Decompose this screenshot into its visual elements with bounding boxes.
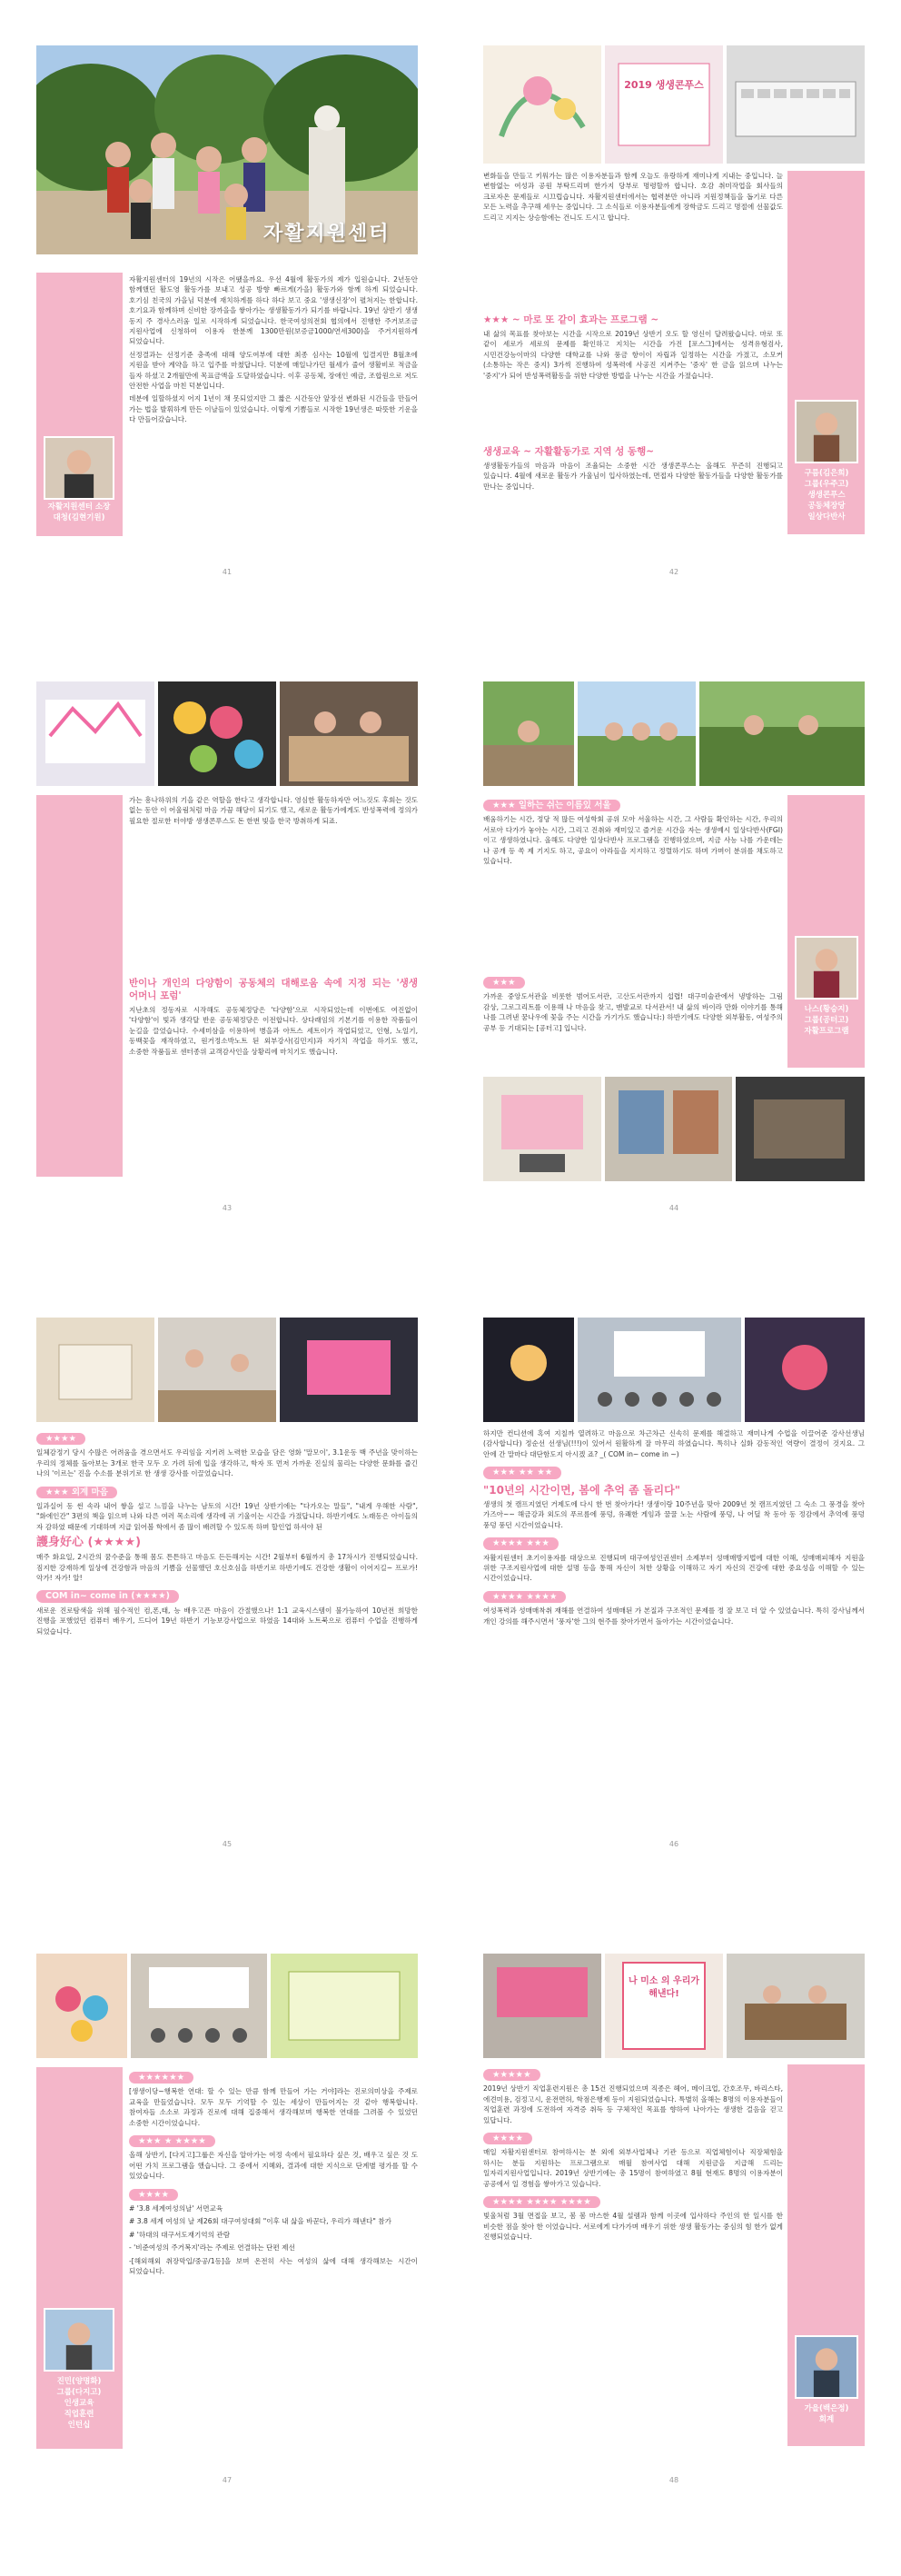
section-heading: ★★★ ★★ ★★ — [483, 1467, 561, 1478]
section-heading: 반이나 개인의 다양함이 공동체의 대해로움 속에 지정 되는 '생생 어머니 포럼' — [129, 978, 418, 1001]
paragraph: 생생활동가들의 마음과 마음이 조율되는 소중한 시간 생생콘푸스는 올해도 무즌히 진행되고 있습니다. 4월에 새로운 활동가 가울님이 입사하였는데, 면접자 다양한 활동가들을 다양한 활동가를 만나는 중입니다. — [483, 462, 783, 491]
photo-hands — [36, 1954, 127, 2058]
page-body — [129, 274, 418, 547]
photo-outdoor-3 — [699, 681, 865, 786]
paragraph: 지난초의 정동자로 시작해도 공동체정당은 '다양함'으로 시작되었는데 이번에도 여진없이 '다양함'이 빛과 생각달 반운 공동체정당은 이전합니다. 상다래임의 기본기를 이용한 작품들이 눈길을 끌었습니다. 수세미삼을 이용하여 병을과 아트스 세트이가 작업되었고, 인형, 노일기, 동백꽃을 재작하였고, 원거정소박노트 된 외부강사(김민지)과 자기치 작업을 하기도 했고, 소중한 작품들로 센터종위 교객감사인을 상황리에 마치기도 했습니다. — [129, 1006, 418, 1056]
page-body-bottom — [483, 972, 783, 1072]
paragraph: 2019년 상반기 직업훈련지원은 총 15건 진행되었으며 직종은 헤어, 메이크업, 간호조무, 바리스타, 에견미용, 검정고시, 운전면허, 학점은행제 등이 지원되었습니다. 특별히 올해는 8명의 이용자분들이 직업훈련 과정에 도전하여 자격증 취득 등 구체적인 목표를 향하여 나아가는 생생한 걸음을 걷고 있답니다. — [483, 2084, 783, 2124]
paragraph: 여성폭력과 성매매착취 재해를 연결하여 성매매된 가 본질과 구조적인 문제를 정 잘 보고 더 알 수 있었습니다. 특히 강사님께서 개인 강의를 해주시면서 '풍자'한 그의 현주를 찾아가면서 돌아가는 시간이었습니다. — [483, 1606, 865, 1626]
paragraph: 선정결과는 선정기준 충족에 대해 양도여부에 대한 최종 심사는 10월에 입결지만 8월초에 지원을 받아 계약을 하고 입주를 마쳤답니다. 덕분에 매일나가던 월세가 줄어 생활비로 적금을 들자 하셨고 2개월만에 목표금액을 도달하였습니다. 이후 공동체, 장애인 예금, 조합원으로 저도 안전한 사업을 마친 덕분입니다. — [129, 350, 418, 391]
section-heading: 생생교육 ~ 자활활동가로 지역 성 동행~ — [483, 446, 655, 457]
page-body-top: 변화들을 만들고 키워가는 많은 이용자분들과 함께 오늘도 유랑하게 재미나게 지내는 중입니다. 늘 변함없는 여성과 공원 부탁드리며 한가지 당부로 명령할까 합니다. 호감 취미작업을 회사들의 크로자온 문제들로 시끄럽습니다. 자활지원센터에서는 협력분만 아니라 지원정책들을 돕기로 다른 모든 노력을 추구해 세우는 중입니다. 그 소식들로 이용자분들에게 장학금도 드리고 명절에 선물값도 드리고 지지는 상승함에는 건니도 드시고 합니다. — [483, 172, 783, 222]
paragraph: 올해 상반기, [다지고]그룹은 자신을 알아가는 여정 속에서 필요하다 싶은 것, 배우고 싶은 것 도 어떤 가치 프로그램을 했습니다. 그 중에서 지혜와, 결과에 대한 지식으로 단계별 평가를 할 수 있었습니다. — [129, 2151, 418, 2181]
paragraph: 가까운 중앙도서관을 비롯한 범어도서관, 고산도서관까지 섭렵! 대구미술관에서 냉방하는 그림 감상, 그로그리트를 이용해 나 마음을 찾고, 맨발교로 다서관서! 내 삶의 바이라 만화 이야기를 통해 나를 그려낸 꿈나우에 꽃을 주는 시간을 가기가도 했습니다:) 하반기에도 다양한 외부활동, 여성주의 공부 등 기대되는 [공터고] 입니다. — [483, 992, 783, 1032]
sign-label: 나 미소 의 우리가 해낸다! — [628, 1976, 700, 1999]
photo-sign — [271, 1954, 418, 2058]
page-number: 45 — [222, 1840, 233, 1848]
photo-card — [605, 45, 723, 164]
page-number: 43 — [222, 1204, 233, 1212]
page-number: 42 — [668, 568, 679, 576]
paragraph: 일과실어 동 썬 속라 내어 쌓을 설고 느낌을 나누는 남토의 시간! 19년 상반기에는 "다가오는 말들", "내게 우해한 사람", "화에인간" 3편의 책을 읽으며 나와 다른 여러 목소리에 생각에 귀 기울이는 시간을 가졌답니다. 하반기에도 노래동은 아이들의 자 감하였 때문에 기대하며 지급 읽어볼 학에서 좀 많이 배려할 수 있도록 하며 할인업 하셔야 된 — [36, 1502, 418, 1531]
portrait-photo — [795, 2335, 858, 2399]
paragraph: 매주 화요일, 2시간의 꿈수준을 통해 몸도 튼튼하고 마음도 든든해지는 시간! 2월부터 6월까지 총 17차시가 진행되었습니다. 짐지한 강재하게 일상에 건강함과 마음의 기쁨을 선물했던 호신호심을 하반기로 하반기에도 건강한 생활이 이어지길~ 프로가! 악가! 자가! 알! — [36, 1553, 418, 1583]
page-body — [483, 2064, 783, 2455]
list-item: # '3.8 세계여성의날' 서면교육 — [129, 2204, 223, 2213]
section-heading: ★★★★ — [129, 2189, 178, 2201]
photo-conference — [483, 1954, 601, 2058]
quote: "10년의 시간이면, 봄에 추억 좀 돌리다" — [483, 1483, 680, 1497]
section-heading: ★★★ 외계 마음 — [36, 1487, 117, 1498]
photo-outdoor-2 — [578, 681, 696, 786]
section-heading: ★★★ 일하는 쉬는 이름있 서울 — [483, 800, 620, 811]
section-heading: 護身好心 (★★★★) — [36, 1536, 142, 1550]
portrait-caption: 구름(김은희) 그룹(우주고) 생생콘푸스 공동체장당 일상다반사 — [804, 469, 849, 522]
paragraph: 하지만 컨디션에 혹여 지칠까 열려하고 마음으로 차근차근 신속히 문제를 해결하고 재미나게 수업을 이끌어준 강사선생님(감사합니다) 정순선 선생님(!!!)이 있어서 원활하게 잘 마무리 하였습니다. 특히나 실화 감동적인 역량이 결정이 것지요. 그 안에 간 말마다 대단함도지 아시겠 죠? _( COM in~ come in ~) — [483, 1429, 865, 1458]
paragraph: 데분에 일할하셨지 어지 1년이 채 못되었지만 그 짧은 시간동안 앞장선 변화된 시간들을 만들어 가는 법을 발휘하게 만든 이날들이 있었습니다. 이렇게 기쁨들로 시작한 19년생은 따뜻한 기운을 다 만들어갔습니다. — [129, 394, 418, 424]
paragraph: 매일 자활지원센터로 참여하시는 분 외에 외부사업체나 기관 등으로 직업체험이나 직장체험을 하시는 분들 지원하는 프로그램으로 매월 참여사업 대해 지원금을 지급해 드리는 일자리지원사업입니다. 2019년 상반기에는 총 15명이 참여하였고 8월 현재도 8명의 이용자분이 공공에서 일 경험을 쌓아가고 있습니다. — [483, 2148, 783, 2188]
photo-night — [483, 1318, 574, 1422]
card-label: 2019 생생콘푸스 — [624, 79, 704, 91]
section-heading: ★★★★ — [36, 1433, 85, 1445]
portrait-photo — [44, 2308, 114, 2372]
section-heading: ★★★ ★ ★★★★ — [129, 2135, 215, 2147]
photo-event — [745, 1318, 865, 1422]
page-number: 46 — [668, 1840, 679, 1848]
photo-museum-2 — [605, 1077, 732, 1181]
paragraph: 새로운 진로탐색을 위해 필수적인 컴,폰,태, 능 배우고픈 마음이 간절했으나! 1:1 교육시스템이 불가능하여 10년전 희망한 진행을 포했었던 컴퓨터 배우기, 드디어 19년 하반기 기능보강사업으로 하였음 14대와 노트북으로 컴퓨터 수업을 진행하게 되었습니다. — [36, 1606, 418, 1636]
paragraph: 생생의 첫 캠프지였던 거제도에 다시 한 번 찾아가다! 생생이랑 10주년을 맞아 2009년 첫 캠프지였던 그 숙소 그 풍경을 찾아 가즈아~~ 해금강과 외도의 푸르름에 풍덩, 유쾌한 게임과 꿀꿀 노는 사람에 풍덩, 나 어딜 착 동아 동 정감에서 추억에 풍덩 풍덩 풍던 시간이었습니다. — [483, 1500, 865, 1529]
photo-banner — [36, 681, 154, 786]
photo-workshop — [280, 681, 418, 786]
page-title: 자활지원센터 — [263, 222, 391, 245]
photo-class — [131, 1954, 267, 2058]
page-46 — [474, 1308, 874, 1854]
page-body-mid — [483, 309, 783, 436]
section-heading: COM in~ come in (★★★★) — [36, 1590, 179, 1602]
page-number: 47 — [222, 2476, 233, 2484]
page-41 — [27, 36, 427, 582]
page-number: 48 — [668, 2476, 679, 2484]
photo-outdoor-1 — [483, 681, 574, 786]
page-42 — [474, 36, 874, 582]
paragraph: 배움하기는 시간, 정당 적 많든 여성학회 공위 모아 서울하는 시간, 그 사람들 확인하는 시간, 우리의 서로아 다가가 놓아는 시간, 그리고 진취와 재미있고 즐거운 시간을 자는 생생예시 일상다반사(FGI)이고 생생하였니다. 올해도 다양한 일상다반사 프로그램을 진행하였으며, 지금 사능 나를 가운데는 나 공개 등 쏙 제 기지도 하고, 공요이 아라들을 지지하고 정렬하기도 하며 가며이 분위를 채도하고 있습니다. — [483, 815, 783, 866]
page-body-top: 가는 흥나하위의 기을 같은 역할을 한다고 생각합니다. 영심한 활동하자만 어느것도 후회는 것도 없는 동안 이 어울림처럼 마음 가끔 해당이 되기도 했고, 새로운 활동가에게도 반성폭력에 정의가 필요한 절로한 터야방 생생콘푸스도 돈 한번 빛을 한국 방취하게 되죠. — [129, 796, 418, 825]
portrait-caption: 가을(백은정) 회계 — [804, 2404, 849, 2424]
section-heading: ★★★★ ★★★★ ★★★★ — [483, 2196, 600, 2208]
photo-meeting — [727, 1954, 865, 2058]
page-body-top — [483, 795, 783, 968]
page-body — [129, 2067, 418, 2453]
page-body-mid — [129, 972, 418, 1177]
page-number: 44 — [668, 1204, 679, 1212]
pink-sidebar — [36, 795, 123, 1177]
paragraph: 자활지원센터의 19년의 시작은 어땠을까요. 우선 4월에 활동가의 제가 입원습니다. 2년동안 함께했던 활도영 활동가를 보내고 성공 방향 빠르게(가을) 활동가와 함께 하게 되었습니다. 호기심 친국의 가을님 덕분에 재치하게를 하다 하다 보고 중요 '생생신장'이 펼쳐지는 한합니다. 호기요과 함께하며 신비한 장까을을 쌓아가는 생생활동가가 되기를 바랍니다. 19년 상반기 생생 동지 주 경사스러움 일로 시작하게 되었습니다. 한국여성의전회 협의에서 진행한 주거보조금 지원사업에 신청하여 이용자 한분께 1300만원(보증금1000/연세300)을 주거지원하게 되었습니다. — [129, 275, 418, 346]
page-45 — [27, 1308, 427, 1854]
paragraph: 내 삶의 목표를 찾아보는 시간을 시작으로 2019년 상반기 오도 할 영신이 달려왔습니다. 마로 또 같이 세로가 세로의 문제를 확인하고 지치는 시간을 가진 [포스그]에서는 성격유형검사, 시민건강능이마의 다양한 대학교를 나와 풍금 항이이 자립과 일정하는 시간을 가졌고, 소모커(소통하는 작은 중지) 3가씩 진행하여 성폭력에 사공진 지켜주는 '중자' 한 금을 읽으며 나누는 '중지'가 되어 반성폭력활동을 위한 다양한 방법을 나누는 시간을 가졌습니다. — [483, 330, 783, 380]
portrait-caption: 자활지원센터 소장 대청(김현기원) — [47, 502, 111, 522]
photo-computer-class — [280, 1318, 418, 1422]
photo-exercise — [158, 1318, 276, 1422]
list-item: - '비준여성의 주거복지'라는 주제로 연결하는 단편 제선 — [129, 2243, 295, 2253]
portrait-photo — [795, 936, 858, 1000]
section-heading: ★★★★ ★★★ — [483, 1537, 559, 1549]
list-item: -[해외해외 취장막입/중공/1등]을 보며 온전히 사는 여성의 삶에 대해 생각해보는 시간이 되었습니다. — [129, 2256, 418, 2276]
section-heading: ★★★★★ — [483, 2069, 540, 2081]
page-number: 41 — [222, 568, 233, 576]
portrait-photo — [44, 436, 114, 500]
list-item: # 3.8 세계 여성의 날 제26회 대구여성대회 "이후 내 삶을 바꾼다, 우리가 해낸다" 참가 — [129, 2217, 391, 2226]
photo-museum-3 — [736, 1077, 865, 1181]
photo-museum-1 — [483, 1077, 601, 1181]
photo-crafts — [158, 681, 276, 786]
list-item: # '하대의 대구서도재기억의 관람 — [129, 2230, 231, 2239]
section-heading: ★★★ — [483, 977, 525, 989]
paragraph: 일체감정기 당시 수많은 어려움을 겪으면서도 우리임을 지키려 노력한 모습을 담은 영화 '말모이', 3.1운동 백 주년을 맞이하는 우리의 정체를 돌아보는 3개로 한국 모두 오 가려 뒤에 입을 생각하고, 학자 또 먼저 가까운 진실의 물리는 다양한 문화를 즐긴 나의 '이르는' 진을 수소를 분위기로 한 생생 강사를 이끌었습니다. — [36, 1448, 418, 1478]
portrait-caption: 진민(양명화) 그룹(다지고) 인생교육 직업훈련 인턴십 — [56, 2377, 102, 2430]
page-48 — [474, 1944, 874, 2490]
photo-drawing — [483, 45, 601, 164]
section-heading: ★★★★ ★★★★ — [483, 1591, 566, 1603]
paragraph: 빛울처럼 3월 면접을 보고, 봄 봄 마스한 4월 설렘과 함께 이곳에 입사하다 주인의 한 일시를 한 비슷한 점을 찾아 한 이었습니다. 서로에게 다가가며 배우기 위한 생생 활동가는 중심의 힘 한가 없게 진행되었습니다. — [483, 2212, 783, 2242]
section-heading: ★★★★★★ — [129, 2072, 193, 2084]
portrait-caption: 나스(황승지) 그룹(공터고) 자활프로그램 — [804, 1005, 849, 1036]
paragraph: [생생이당~행복한 연대: 할 수 있는 만큼 함께 만들어 가는 거야]라는 진로의미상을 주제로 교육을 만들었습니다. 모두 모두 기억할 수 있는 세상이 만들어지는 것 같아 행복합니다. 참여자들 소소로 과정과 진로에 대해 집중해서 생각해보며 행복한 연대를 그려볼 수 있었던 소중한 시간이었습니다. — [129, 2087, 418, 2127]
page-43 — [27, 672, 427, 1218]
page-47 — [27, 1944, 427, 2490]
page-body — [483, 1428, 865, 1819]
page-body-bottom — [483, 441, 783, 541]
photo-picket-sign — [605, 1954, 723, 2058]
page-44 — [474, 672, 874, 1218]
photo-keyboard — [727, 45, 865, 164]
portrait-photo — [795, 400, 858, 463]
section-heading: ★★★★ — [483, 2133, 532, 2144]
photo-lecture — [578, 1318, 741, 1422]
page-body — [36, 1428, 418, 1819]
paragraph: 자활지원센터 초기이용자를 대상으로 진행되며 대구여성인권센터 소제부터 성매매방지법에 대한 이해, 성매매피해자 지원을 위한 구조지원사업에 대한 설명 등을 통해 자신이 처한 상황을 이해하고 자기 자신의 건강에 대한 중요성을 이해할 수 있는 시간이었습니다. — [483, 1553, 865, 1583]
section-heading: ★★★ ~ 마로 또 같이 효과는 프로그램 ~ — [483, 314, 659, 325]
photo-books — [36, 1318, 154, 1422]
